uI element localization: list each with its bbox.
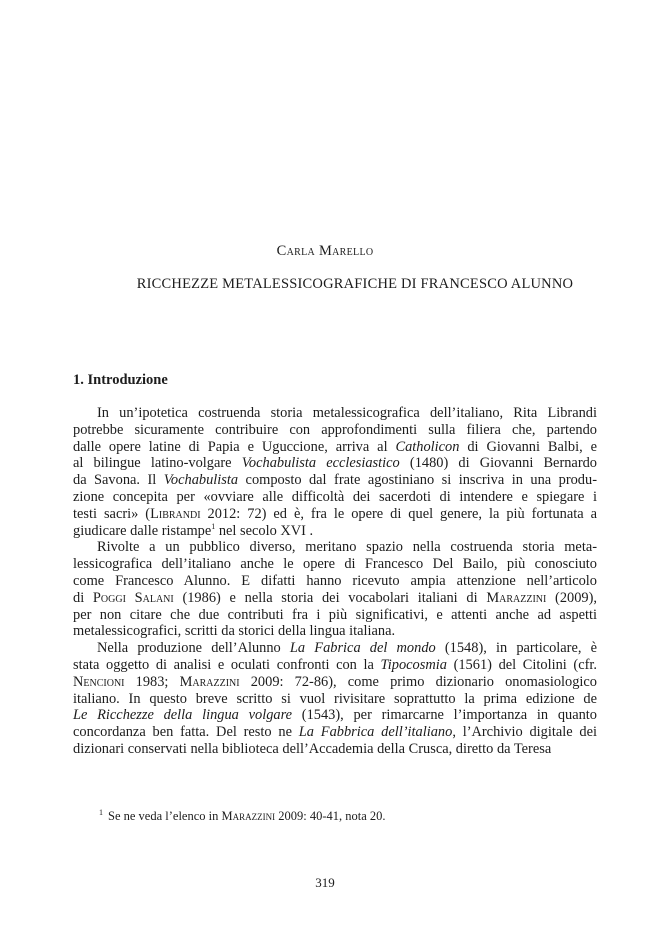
text-segment: Nella produzione dell’Alunno: [97, 640, 290, 657]
author-name: Carla Marello: [276, 243, 374, 259]
italic-title: Tipocosmia: [380, 656, 447, 673]
text-line: [73, 573, 597, 590]
text-segment: metalessicografici, scritti da storici della lingua italiana.: [73, 623, 396, 640]
italic-title: Vochabulista ecclesiastico: [241, 455, 400, 472]
text-segment: 1983;: [124, 673, 180, 690]
italic-title: Catholicon: [395, 438, 460, 455]
text-line: [73, 741, 597, 758]
text-segment: stata oggetto di analisi e oculati confronti con la: [73, 656, 381, 673]
italic-title: La Fabrica del mondo: [289, 640, 436, 657]
text-line: [73, 472, 597, 489]
text-segment: concordanza ben fatta. Del resto ne: [73, 724, 299, 741]
italic-title: La Fabbrica dell’italiano: [298, 724, 453, 741]
cited-author: Nencioni: [73, 673, 125, 690]
chapter-title: RICCHEZZE METALESSICOGRAFICHE DI FRANCESCO ALUNNO: [136, 276, 574, 292]
text-segment: nel secolo XVI .: [215, 522, 314, 539]
page-number: 319: [315, 875, 335, 890]
text-line: [73, 506, 597, 523]
text-line: [73, 607, 597, 624]
text-segment: , l’Archivio digitale dei: [452, 724, 597, 741]
text-segment: (1480) di Giovanni Bernardo: [399, 455, 598, 472]
text-segment: (1543), per rimarcarne l’importanza in quanto: [292, 707, 597, 724]
text-segment: (2009),: [546, 589, 598, 606]
text-segment: (1561) del Citolini (cfr.: [446, 656, 597, 673]
text-segment: potrebbe sicuramente contribuire con approfondimenti sulla filiera che, partendo: [73, 421, 597, 438]
text-line: [73, 657, 597, 674]
text-line: [73, 556, 597, 573]
italic-title: Le Ricchezze della lingua volgare: [73, 707, 293, 724]
footnote-text-post: 2009: 40-41, nota 20.: [275, 809, 386, 824]
text-segment: come Francesco Alunno. E difatti hanno ricevuto ampia attenzione nell’articolo: [73, 572, 597, 589]
text-line: [73, 439, 597, 456]
section-heading: 1. Introduzione: [73, 372, 168, 388]
footnote-author: Marazzini: [221, 809, 276, 824]
text-segment: dizionari conservati nella biblioteca dell’Accademia della Crusca, diretto da Teresa: [73, 740, 552, 757]
text-segment: (1548), in particolare, è: [435, 640, 598, 657]
text-line: [73, 523, 597, 540]
footnote-reference: 1: [211, 521, 216, 531]
text-line: [73, 590, 597, 607]
text-segment: (1986) e nella storia dei vocabolari italiani di: [173, 589, 487, 606]
text-segment: Rivolte a un pubblico diverso, meritano spazio nella costruenda storia meta-: [97, 539, 597, 556]
text-line: [73, 724, 597, 741]
text-segment: di: [73, 589, 93, 606]
text-segment: testi sacri» (: [73, 505, 151, 522]
text-line: [73, 422, 597, 439]
text-line: [73, 707, 597, 724]
cited-author: Marazzini: [179, 673, 240, 690]
text-segment: italiano. In questo breve scritto si vuol rivisitare soprattutto la prima edizione de: [73, 690, 597, 707]
text-line: [73, 640, 597, 657]
cited-author: Librandi: [150, 505, 201, 522]
text-line: [73, 455, 597, 472]
text-segment: 2009: 72-86), come primo dizionario onomasiologico: [239, 673, 598, 690]
cited-author: Marazzini: [486, 589, 547, 606]
text-segment: per non citare che due contributi fra i più significativi, e attenti anche ad aspetti: [73, 606, 597, 623]
footnote-marker: 1: [99, 808, 103, 817]
cited-author: Poggi Salani: [92, 589, 174, 606]
text-segment: giudicare dalle ristampe: [73, 522, 212, 539]
text-line: [73, 405, 597, 422]
body-text: [73, 405, 597, 758]
italic-title: Vochabulista: [163, 472, 239, 489]
text-segment: da Savona. Il: [73, 472, 164, 489]
text-segment: al bilingue latino-volgare: [73, 455, 242, 472]
text-segment: composto dal frate agostiniano si inscriva in una produ-: [238, 472, 597, 489]
text-segment: lessicografica dell’italiano anche le opere di Francesco Del Bailo, più conosciuto: [73, 556, 597, 573]
text-segment: 2012: 72) ed è, fra le opere di quel genere, la più fortunata a: [200, 505, 597, 522]
footnote: [99, 808, 386, 824]
text-segment: zione concepita per «ovviare alle difficoltà dei sacerdoti di intendere e spiegare i: [73, 488, 597, 505]
text-line: [73, 623, 597, 640]
text-segment: di Giovanni Balbi, e: [459, 438, 597, 455]
text-segment: dalle opere latine di Papia e Uguccione, arriva al: [73, 438, 396, 455]
text-line: [73, 674, 597, 691]
text-line: [73, 691, 597, 708]
text-segment: In un’ipotetica costruenda storia metalessicografica dell’italiano, Rita Librandi: [97, 405, 597, 421]
text-line: [73, 539, 597, 556]
text-line: [73, 489, 597, 506]
footnote-text-pre: Se ne veda l’elenco in: [108, 809, 222, 824]
